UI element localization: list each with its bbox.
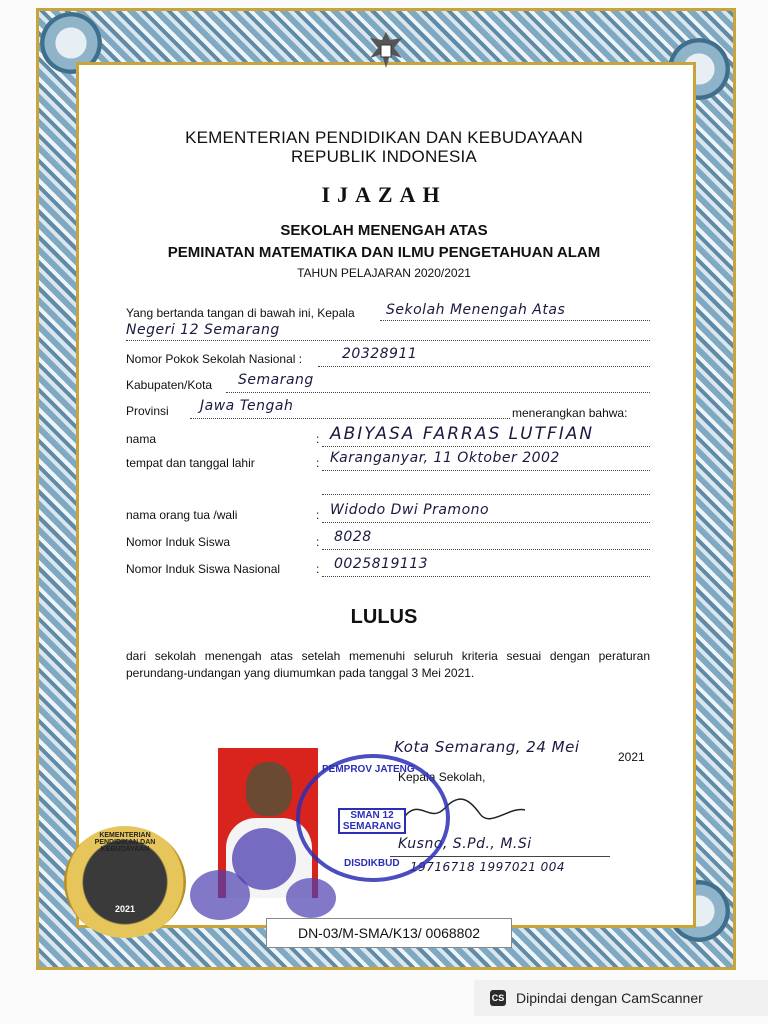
prov-suffix: menerangkan bahwa: — [512, 406, 628, 420]
signer-name: Kusno, S.Pd., M.Si — [398, 836, 532, 852]
camscanner-logo-icon: CS — [490, 990, 506, 1006]
stamp-ring-text: PEMPROV JATENG — [322, 764, 415, 775]
dotted-line — [322, 549, 650, 550]
nisn-value: 0025819113 — [334, 556, 429, 572]
signature-year: 2021 — [618, 750, 645, 764]
npsn-value: 20328911 — [342, 346, 418, 362]
nisn-label: Nomor Induk Siswa Nasional — [126, 562, 281, 576]
signer-nip: 19716718 1997021 004 — [410, 860, 566, 874]
birth-value: Karanganyar, 11 Oktober 2002 — [330, 450, 560, 466]
dotted-line — [318, 366, 650, 367]
seal-text: KEMENTERIAN PENDIDIKAN DAN KEBUDAYAAN — [94, 832, 156, 853]
prov-value: Jawa Tengah — [200, 398, 294, 414]
nis-value: 8028 — [334, 529, 372, 545]
document-number: DN-03/M-SMA/K13/ 0068802 — [266, 918, 512, 948]
academic-year: TAHUN PELAJARAN 2020/2021 — [297, 266, 471, 280]
intro-value-1: Sekolah Menengah Atas — [386, 302, 566, 318]
dotted-line — [322, 522, 650, 523]
prov-label: Provinsi — [126, 404, 169, 418]
dotted-line — [322, 576, 650, 577]
graduation-statement: dari sekolah menengah atas setelah memenuhi seluruh kriteria sesuai dengan peraturan perundang-undangan yang diumumkan pada tanggal 3 Mei 2021. — [126, 649, 650, 680]
seal-year: 2021 — [114, 904, 136, 914]
document-title: IJAZAH — [321, 182, 447, 207]
graduation-status: LULUS — [350, 606, 418, 628]
parent-label: nama orang tua /wali — [126, 508, 238, 522]
dotted-line — [322, 470, 650, 471]
stamp-bottom-text: DISDIKBUD — [344, 858, 400, 869]
parent-value: Widodo Dwi Pramono — [330, 502, 490, 518]
program-heading: PEMINATAN MATEMATIKA DAN ILMU PENGETAHUAN ALAM — [167, 244, 601, 261]
colon: : — [316, 508, 320, 522]
stamp-center-text: SMAN 12 SEMARANG — [338, 808, 406, 834]
signature-role: Kepala Sekolah, — [398, 770, 486, 784]
ministry-heading: KEMENTERIAN PENDIDIKAN DAN KEBUDAYAAN — [185, 128, 583, 147]
name-value: ABIYASA FARRAS LUTFIAN — [330, 424, 595, 444]
dotted-line — [380, 320, 650, 321]
colon: : — [316, 456, 320, 470]
dotted-line — [226, 392, 650, 393]
garuda-emblem-icon — [362, 28, 410, 76]
kab-value: Semarang — [238, 372, 314, 388]
camscanner-footer — [474, 980, 768, 1016]
fingerprint-mark — [190, 870, 250, 920]
dotted-line — [126, 340, 650, 341]
dotted-line — [190, 418, 510, 419]
republic-heading: REPUBLIK INDONESIA — [291, 147, 477, 166]
npsn-label: Nomor Pokok Sekolah Nasional : — [126, 352, 303, 366]
colon: : — [316, 432, 320, 446]
intro-value-2: Negeri 12 Semarang — [126, 322, 280, 338]
dotted-line — [322, 446, 650, 447]
kab-label: Kabupaten/Kota — [126, 378, 213, 392]
dotted-line — [322, 494, 650, 495]
name-label: nama — [126, 432, 157, 446]
nis-label: Nomor Induk Siswa — [126, 535, 231, 549]
colon: : — [316, 562, 320, 576]
photo-face — [246, 762, 292, 816]
birth-label: tempat dan tanggal lahir — [126, 456, 255, 470]
place-date: Kota Semarang, 24 Mei — [394, 738, 580, 756]
intro-label: Yang bertanda tangan di bawah ini, Kepala — [126, 306, 355, 320]
camscanner-text: Dipindai dengan CamScanner — [516, 990, 703, 1006]
school-level: SEKOLAH MENENGAH ATAS — [280, 222, 488, 239]
fingerprint-mark — [286, 878, 336, 918]
colon: : — [316, 535, 320, 549]
